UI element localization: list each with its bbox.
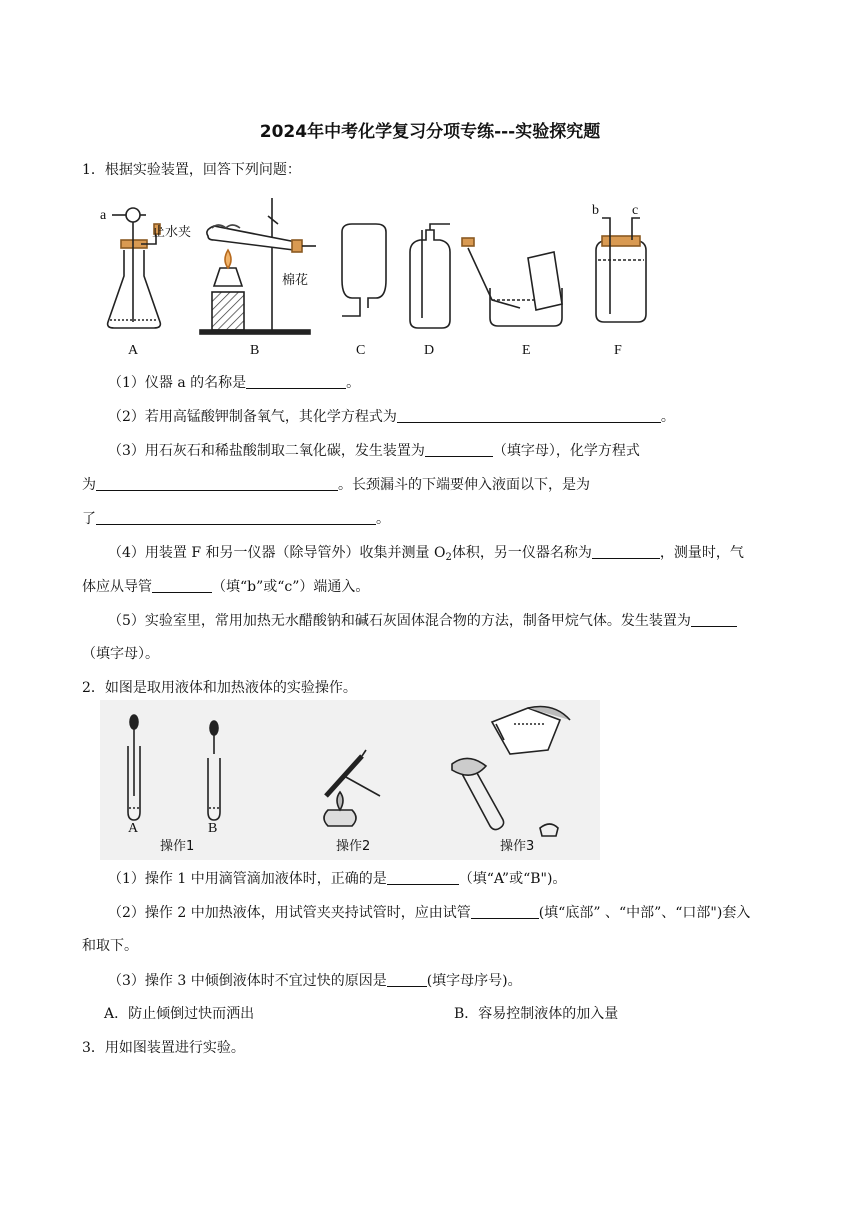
- q3-stem: 3．用如图装置进行实验。: [82, 1040, 245, 1056]
- apparatus-label-e: E: [522, 343, 531, 358]
- tube-label-a: A: [128, 821, 139, 836]
- q2-operations-figure: [100, 700, 600, 860]
- q1-part3-equation-line: 为 。长颈漏斗的下端要伸入液面以下，是为: [82, 474, 590, 495]
- apparatus-label-d: D: [424, 343, 435, 358]
- answer-blank[interactable]: [387, 970, 427, 987]
- answer-blank[interactable]: [471, 902, 539, 919]
- answer-blank[interactable]: [397, 406, 661, 423]
- q1-apparatus-figure: [96, 188, 656, 358]
- tube-label-c: c: [632, 203, 639, 218]
- answer-blank[interactable]: [387, 868, 459, 885]
- q1-part4-line2: 体应从导管 （填“b”或“c”）端通入。: [82, 576, 369, 597]
- answer-blank[interactable]: [592, 542, 660, 559]
- page-title: 2024年中考化学复习分项专练---实验探究题: [259, 122, 601, 142]
- tube-label-b: B: [208, 821, 218, 836]
- q1-part4: （4）用装置 F 和另一仪器（除导管外）收集并测量 $O_2$体积，另一仪器名称为 ，测量时，气: [108, 542, 744, 568]
- apparatus-label-c: C: [356, 343, 366, 358]
- q2-option-b: B．容易控制液体的加入量: [454, 1006, 619, 1022]
- q2-option-a: A．防止倾倒过快而洒出: [104, 1006, 255, 1022]
- q1-part2: （2）若用高锰酸钾制备氧气，其化学方程式为 。: [108, 406, 675, 427]
- answer-blank[interactable]: [96, 474, 338, 491]
- apparatus-label-f: F: [614, 343, 622, 358]
- tube-label-b: b: [592, 203, 599, 218]
- q1-part3: （3）用石灰石和稀盐酸制取二氧化碳，发生装置为 （填字母），化学方程式: [108, 440, 640, 461]
- answer-blank[interactable]: [691, 610, 737, 627]
- q1-stem: 1．根据实验装置，回答下列问题：: [82, 162, 301, 178]
- answer-blank[interactable]: [425, 440, 493, 457]
- apparatus-label-a: A: [128, 343, 139, 358]
- operation-2-label: 操作2: [336, 839, 371, 854]
- q2-part2: （2）操作 2 中加热液体，用试管夹夹持试管时，应由试管 (填“底部” 、“中部”、“口部")套入: [108, 902, 750, 923]
- q2-part2-line2: 和取下。: [82, 938, 138, 954]
- q2-part1: （1）操作 1 中用滴管滴加液体时，正确的是 （填“A”或“B")。: [108, 868, 566, 889]
- answer-blank[interactable]: [96, 508, 376, 525]
- cotton-label: 棉花: [282, 273, 309, 288]
- apparatus-label-funnel-a: a: [100, 208, 107, 223]
- operation-1-label: 操作1: [160, 839, 195, 854]
- answer-blank[interactable]: [246, 372, 346, 389]
- clamp-label: 止水夹: [152, 225, 192, 240]
- q1-part3-reason-line: 了 。: [82, 508, 390, 529]
- apparatus-label-b: B: [250, 343, 260, 358]
- q1-part5: （5）实验室里，常用加热无水醋酸钠和碱石灰固体混合物的方法，制备甲烷气体。发生装置为: [108, 610, 737, 631]
- answer-blank[interactable]: [152, 576, 212, 593]
- q1-part1: （1）仪器 a 的名称是 。: [108, 372, 360, 393]
- q2-part3: （3）操作 3 中倾倒液体时不宜过快的原因是 (填字母序号)。: [108, 970, 522, 991]
- q2-stem: 2．如图是取用液体和加热液体的实验操作。: [82, 680, 357, 696]
- operation-3-label: 操作3: [500, 839, 535, 854]
- q1-part5-line2: （填字母）。: [82, 646, 159, 662]
